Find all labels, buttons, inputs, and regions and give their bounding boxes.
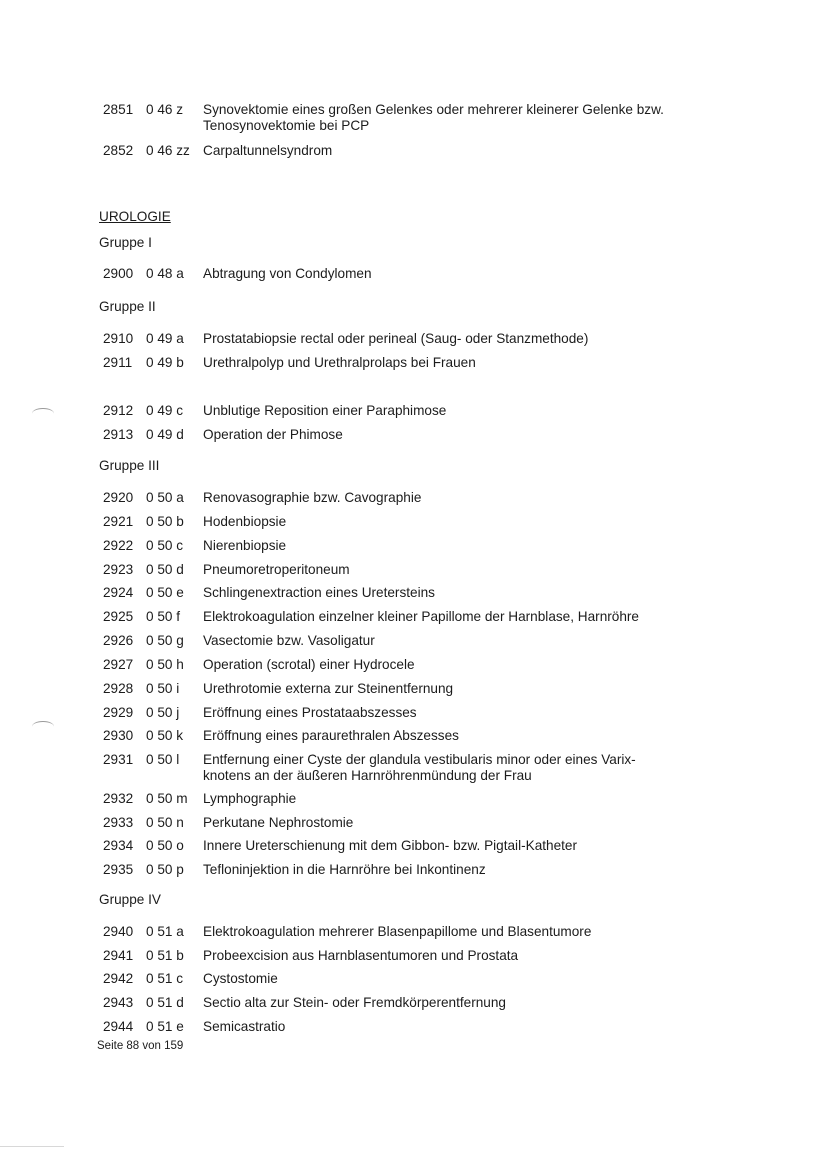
entry-description: Cystostomie xyxy=(203,971,278,986)
entry-description: Nierenbiopsie xyxy=(203,538,287,553)
entry-description: Hodenbiopsie xyxy=(203,514,287,529)
entry-number: 2922 xyxy=(103,538,134,553)
entry-code: 0 50 f xyxy=(146,609,181,624)
entry-description: Vasectomie bzw. Vasoligatur xyxy=(203,633,375,648)
entry-description: Carpaltunnelsyndrom xyxy=(203,143,333,158)
entry-number: 2925 xyxy=(103,609,134,624)
entry-description: Operation (scrotal) einer Hydrocele xyxy=(203,657,415,672)
entry-number: 2931 xyxy=(103,752,134,767)
group-label: Gruppe II xyxy=(99,299,156,314)
entry-number: 2935 xyxy=(103,862,134,877)
entry-description: Elektrokoagulation mehrerer Blasenpapillome und Blasentumore xyxy=(203,924,592,939)
entry-number: 2930 xyxy=(103,728,134,743)
entry-number: 2852 xyxy=(103,143,134,158)
entry-number: 2910 xyxy=(103,331,134,346)
entry-number: 2927 xyxy=(103,657,134,672)
entry-description: Urethralpolyp und Urethralprolaps bei Frauen xyxy=(203,355,476,370)
entry-description: Elektrokoagulation einzelner kleiner Papillome der Harnblase, Harnröhre xyxy=(203,609,639,624)
entry-number: 2928 xyxy=(103,681,134,696)
entry-number: 2934 xyxy=(103,838,134,853)
entry-number: 2921 xyxy=(103,514,134,529)
entry-number: 2851 xyxy=(103,102,134,117)
entry-number: 2941 xyxy=(103,948,134,963)
entry-code: 0 50 e xyxy=(146,585,184,600)
entry-code: 0 49 b xyxy=(146,355,184,370)
group-label: Gruppe I xyxy=(99,235,152,250)
entry-description: Eröffnung eines paraurethralen Abszesses xyxy=(203,728,459,743)
entry-code: 0 49 a xyxy=(146,331,184,346)
entry-number: 2943 xyxy=(103,995,134,1010)
section-title: UROLOGIE xyxy=(99,209,171,224)
entry-number: 2923 xyxy=(103,562,134,577)
entry-description: Operation der Phimose xyxy=(203,427,343,442)
group-label: Gruppe III xyxy=(99,458,160,473)
entry-description: Prostatabiopsie rectal oder perineal (Saug- oder Stanzmethode) xyxy=(203,331,589,346)
entry-code: 0 49 d xyxy=(146,427,184,442)
entry-code: 0 50 k xyxy=(146,728,184,743)
entry-description: Pneumoretroperitoneum xyxy=(203,562,350,577)
entry-description: Abtragung von Condylomen xyxy=(203,266,372,281)
entry-description: Urethrotomie externa zur Steinentfernung xyxy=(203,681,454,696)
entry-code: 0 50 g xyxy=(146,633,184,648)
entry-description: Semicastratio xyxy=(203,1019,286,1034)
entry-description: Innere Ureterschienung mit dem Gibbon- bzw. Pigtail-Katheter xyxy=(203,838,578,853)
entry-code: 0 46 z xyxy=(146,102,184,117)
entry-description: Lymphographie xyxy=(203,791,297,806)
entry-code: 0 50 a xyxy=(146,490,184,505)
entry-description: Probeexcision aus Harnblasentumoren und Prostata xyxy=(203,948,519,963)
entry-description: Sectio alta zur Stein- oder Fremdkörperentfernung xyxy=(203,995,506,1010)
entry-number: 2933 xyxy=(103,815,134,830)
entry-code: 0 50 c xyxy=(146,538,184,553)
entry-number: 2942 xyxy=(103,971,134,986)
entry-code: 0 51 d xyxy=(146,995,184,1010)
punch-hole-mark xyxy=(32,408,54,419)
entry-code: 0 50 h xyxy=(146,657,184,672)
entry-description: Renovasographie bzw. Cavographie xyxy=(203,490,422,505)
group-label: Gruppe IV xyxy=(99,892,161,907)
punch-hole-mark xyxy=(32,721,54,732)
entry-description: Eröffnung eines Prostataabszesses xyxy=(203,705,417,720)
entry-number: 2920 xyxy=(103,490,134,505)
entry-number: 2932 xyxy=(103,791,134,806)
entry-description: Tefloninjektion in die Harnröhre bei Inkontinenz xyxy=(203,862,486,877)
entry-code: 0 51 b xyxy=(146,948,184,963)
entry-code: 0 50 b xyxy=(146,514,184,529)
entry-code: 0 50 p xyxy=(146,862,184,877)
entry-code: 0 50 i xyxy=(146,681,180,696)
entry-code: 0 48 a xyxy=(146,266,184,281)
entry-description: Unblutige Reposition einer Paraphimose xyxy=(203,403,447,418)
entry-number: 2926 xyxy=(103,633,134,648)
entry-code: 0 50 n xyxy=(146,815,184,830)
page-footer: Seite 88 von 159 xyxy=(97,1040,184,1052)
entry-code: 0 46 zz xyxy=(146,143,190,158)
entry-number: 2924 xyxy=(103,585,134,600)
entry-number: 2929 xyxy=(103,705,134,720)
entry-code: 0 50 l xyxy=(146,752,180,767)
entry-number: 2900 xyxy=(103,266,134,281)
entry-code: 0 50 j xyxy=(146,705,180,720)
entry-description: Synovektomie eines großen Gelenkes oder mehrerer kleinerer Gelenke bzw. Tenosynovektomie bei PCP xyxy=(203,102,664,133)
entry-code: 0 51 e xyxy=(146,1019,184,1034)
entry-number: 2913 xyxy=(103,427,134,442)
scan-edge-line xyxy=(0,1146,64,1147)
entry-number: 2944 xyxy=(103,1019,134,1034)
entry-description: Schlingenextraction eines Uretersteins xyxy=(203,585,435,600)
entry-description: Perkutane Nephrostomie xyxy=(203,815,354,830)
entry-code: 0 49 c xyxy=(146,403,184,418)
entry-code: 0 50 m xyxy=(146,791,188,806)
entry-code: 0 50 d xyxy=(146,562,184,577)
entry-code: 0 51 a xyxy=(146,924,184,939)
entry-code: 0 51 c xyxy=(146,971,184,986)
entry-number: 2940 xyxy=(103,924,134,939)
entry-code: 0 50 o xyxy=(146,838,184,853)
entry-description: Entfernung einer Cyste der glandula vestibularis minor oder eines Varix-knotens an der äußeren Harnröhrenmündung der Frau xyxy=(203,752,636,783)
entry-number: 2912 xyxy=(103,403,134,418)
entry-number: 2911 xyxy=(103,355,133,370)
